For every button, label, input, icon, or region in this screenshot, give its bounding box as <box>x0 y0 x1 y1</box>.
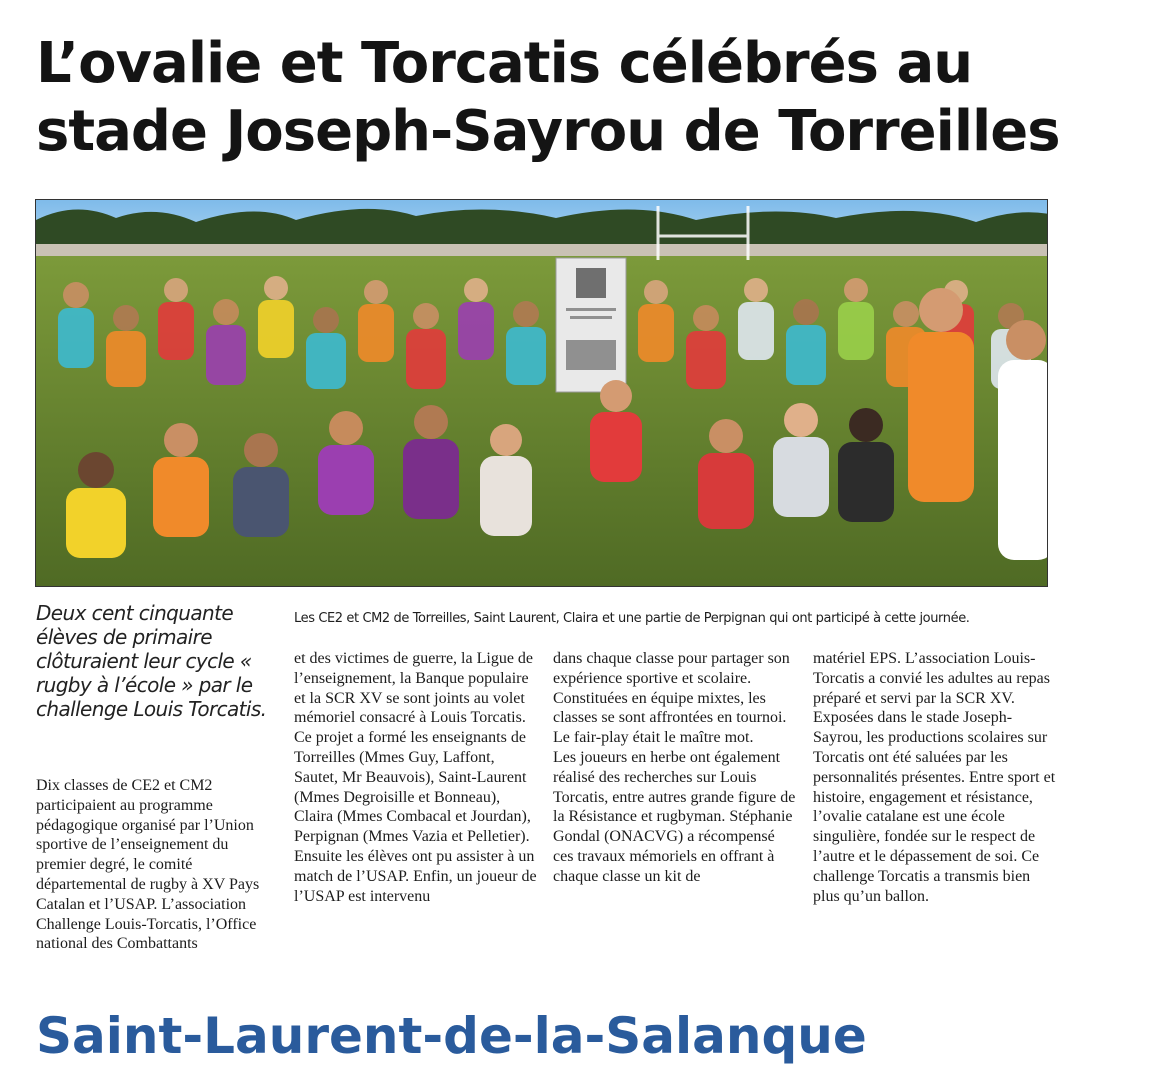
group-photo <box>35 199 1048 587</box>
article-column-4 <box>813 649 1058 906</box>
paragraph: et des victimes de guerre, la Ligue de l’enseignement, la Banque populaire et la SCR XV se sont joints au volet mémoriel consacré à Louis Torcatis. <box>294 650 534 727</box>
paragraph: matériel EPS. L’association Louis-Torcatis a convié les adultes au repas préparé et servi par la SCR XV. <box>813 650 1051 707</box>
paragraph: Exposées dans le stade Joseph-Sayrou, les productions scolaires sur Torcatis ont été saluées par les personnalités présentes. Entre sport et histoire, engagement et résistance, l’ovalie catalane est une école singulière, fondée sur le respect de l’autre et le dépassement de soi. Ce challenge Torcatis a transmis bien plus qu’un ballon. <box>813 709 1056 905</box>
article-intro: Deux cent cinquante élèves de primaire clôturaient leur cycle « rugby à l’école » par le challenge Louis Torcatis. <box>36 601 267 721</box>
paragraph: Ce projet a formé les enseignants de Torreilles (Mmes Guy, Laffont, Sautet, Mr Beauvois), Saint-Laurent (Mmes Degroisille et Bonneau), Claira (Mmes Combacal et Jourdan), Perpignan (Mmes Vazia et Pelletier). Ensuite les élèves ont pu assister à un match de l’USAP. Enfin, un joueur de l’USAP est intervenu <box>294 729 537 905</box>
paragraph: Constituées en équipe mixtes, les classes se sont affrontées en tournoi. Le fair-play était le maître mot. <box>553 689 787 747</box>
article-column-3 <box>553 649 798 887</box>
headline-line-1: L’ovalie et Torcatis célébrés au <box>36 31 973 96</box>
next-section-heading: Saint-Laurent-de-la-Salanque <box>36 1007 867 1065</box>
article-headline <box>36 30 1136 166</box>
paragraph: Dix classes de CE2 et CM2 participaient au programme pédagogique organisé par l’Union sportive de l’enseignement du premier degré, le comité départemental de rugby à XV Pays Catalan et l’USAP. L’association Challenge Louis-Torcatis, l’Office national des Combattants <box>36 777 260 953</box>
paragraph: dans chaque classe pour partager son expérience sportive et scolaire. <box>553 650 790 687</box>
article-column-1 <box>36 776 276 954</box>
article-column-2 <box>294 649 539 906</box>
headline-line-2: stade Joseph-Sayrou de Torreilles <box>36 99 1060 164</box>
paragraph: Les joueurs en herbe ont également réalisé des recherches sur Louis Torcatis, entre autres grande figure de la Résistance et rugbyman. Stéphanie Gondal (ONACVG) a récompensé ces travaux mémoriels en offrant à chaque classe un kit de <box>553 748 796 885</box>
photo-caption: Les CE2 et CM2 de Torreilles, Saint Laurent, Claira et une partie de Perpignan qui ont participé à cette journée. <box>294 611 970 626</box>
